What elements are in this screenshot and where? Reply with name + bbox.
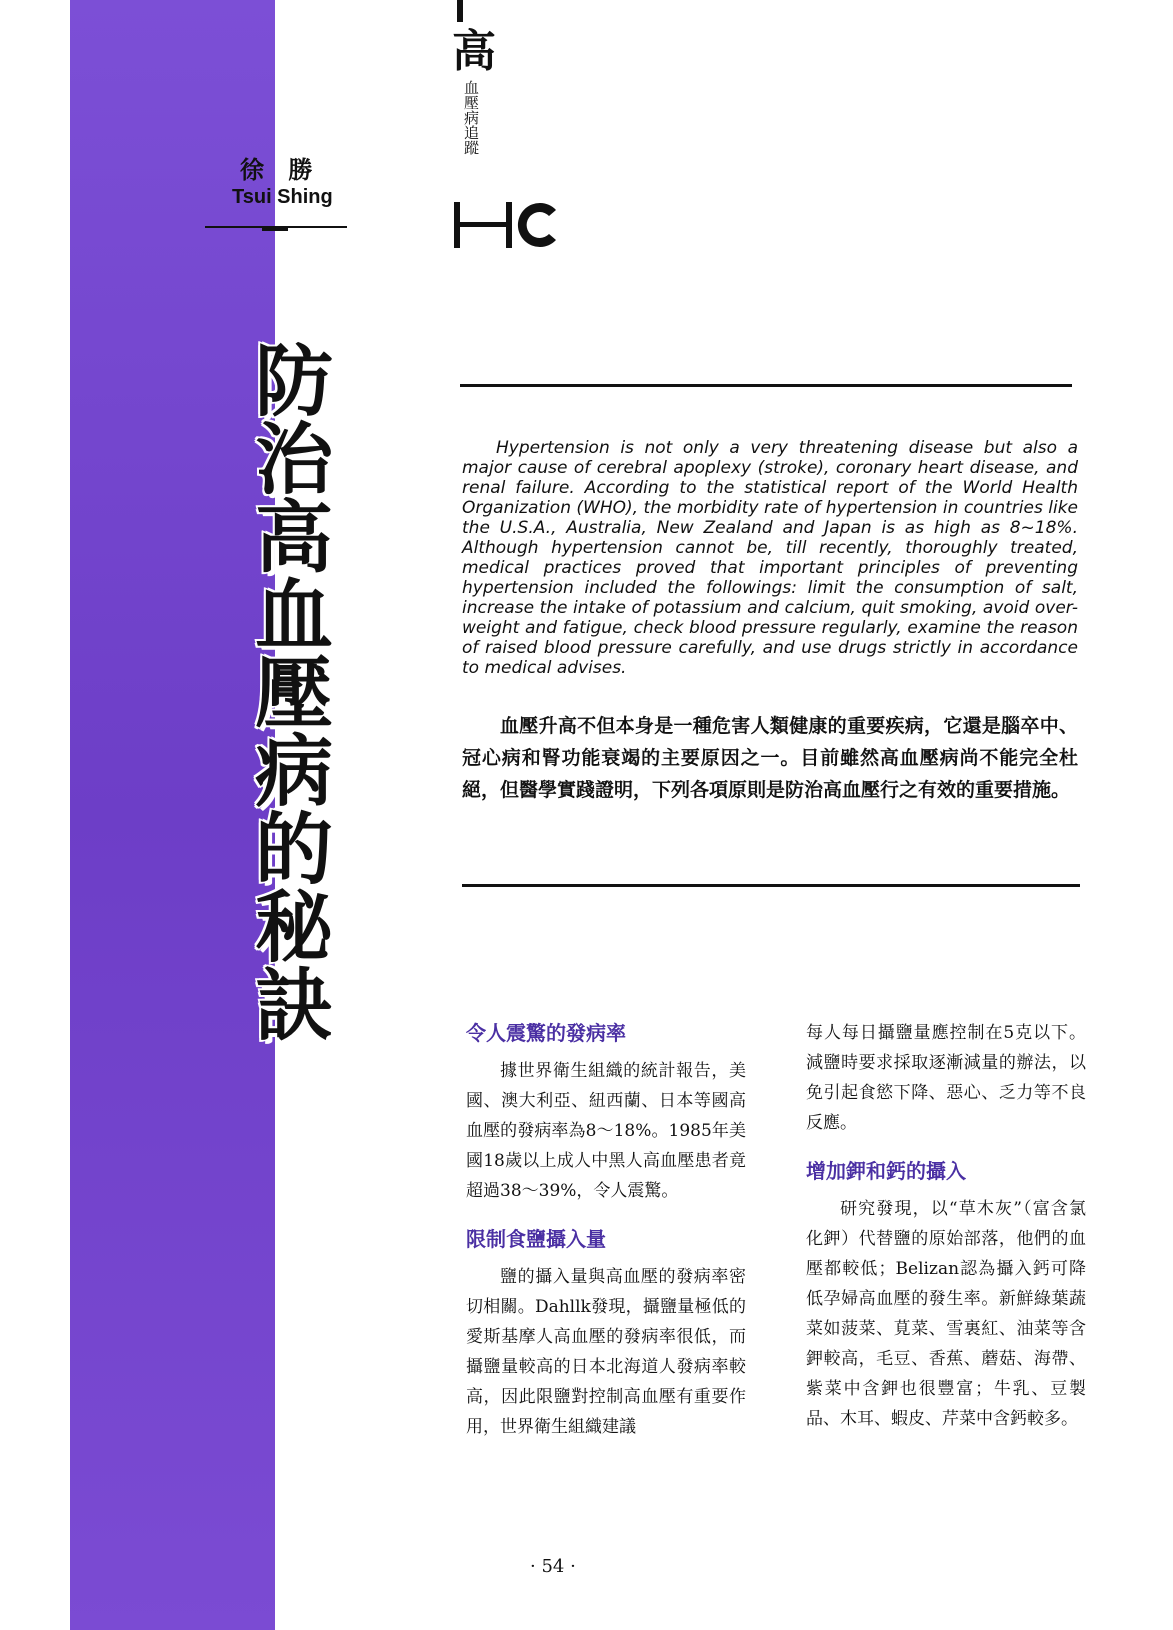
author-name-zh: 徐 勝 (240, 156, 321, 184)
section-body-incidence: 據世界衛生組織的統計報告，美國、澳大利亞、紐西蘭、日本等國高血壓的發病率為8～18%。1985年美國18歲以上成人中黑人高血壓患者竟超過38～39%，令人震驚。 (466, 1061, 746, 1201)
page-number: · 54 · (530, 1556, 576, 1577)
series-top-bar (457, 0, 463, 22)
section-body-potassium-calcium: 研究發現，以“草木灰”（富含氯化鉀）代替鹽的原始部落，他們的血壓都較低；Belizan認為攝入鈣可降低孕婦高血壓的發生率。新鮮綠葉蔬菜如菠菜、莧菜、雪裏紅、油菜等含鉀較高，毛豆、香蕉、蘑菇、海帶、紫菜中含鉀也很豐富；牛乳、豆製品、木耳、蝦皮、芹菜中含鈣較多。 (806, 1199, 1086, 1429)
abstract-top-rule (460, 384, 1072, 387)
section-heading-salt: 限制食鹽攝入量 (466, 1227, 606, 1251)
abstract-chinese-text: 血壓升高不但本身是一種危害人類健康的重要疾病，它還是腦卒中、冠心病和腎功能衰竭的主要原因之一。目前雖然高血壓病尚不能完全杜絕，但醫學實踐證明，下列各項原則是防治高血壓行之有效的重要措施。 (462, 715, 1078, 801)
author-name-en: Tsui Shing (232, 186, 333, 208)
series-big-char: 高 (452, 26, 496, 77)
section-heading-potassium-calcium: 增加鉀和鈣的攝入 (806, 1159, 966, 1183)
column-right (806, 1018, 1086, 1452)
series-subtitle: 血壓病追蹤 (462, 80, 480, 155)
abstract-english (462, 438, 1078, 678)
section-body-salt: 鹽的攝入量與高血壓的發病率密切相關。Dahllk發現，攝鹽量極低的愛斯基摩人高血壓的發病率很低，而攝鹽量較高的日本北海道人發病率較高，因此限鹽對控制高血壓有重要作用，世界衛生組織建議 (466, 1267, 746, 1437)
main-title: 防治高血壓病的秘訣 (242, 340, 332, 1042)
hc-logo (454, 200, 584, 252)
abstract-english-text: Hypertension is not only a very threatening disease but also a major cause of cerebral apoplexy (stroke), coronary heart disease, and renal failure. According to the statistical report of the World Health Organization (WHO), the morbidity rate of hypertension in countries like the U.S.A., Australia, New Zealand and Japan is as high as 8~18%. Although hypertension cannot be, till recently, thoroughly treated, medical practices proved that important principles of preventing hypertension included the followings: limit the consumption of salt, increase the intake of potassium and calcium, quit smoking, avoid over-weight and fatigue, check blood pressure regularly, examine the reason of raised blood pressure carefully, and use drugs strictly in accordance to medical advises. (462, 438, 1078, 678)
section-body-salt-continued: 每人每日攝鹽量應控制在5克以下。減鹽時要求採取逐漸減量的辦法，以免引起食慾下降、惡心、乏力等不良反應。 (806, 1023, 1086, 1133)
column-left (466, 1018, 746, 1460)
section-heading-incidence: 令人震驚的發病率 (466, 1021, 626, 1045)
abstract-chinese (462, 710, 1078, 806)
abstract-bottom-rule (462, 884, 1080, 887)
author-rule-tab (262, 226, 288, 231)
